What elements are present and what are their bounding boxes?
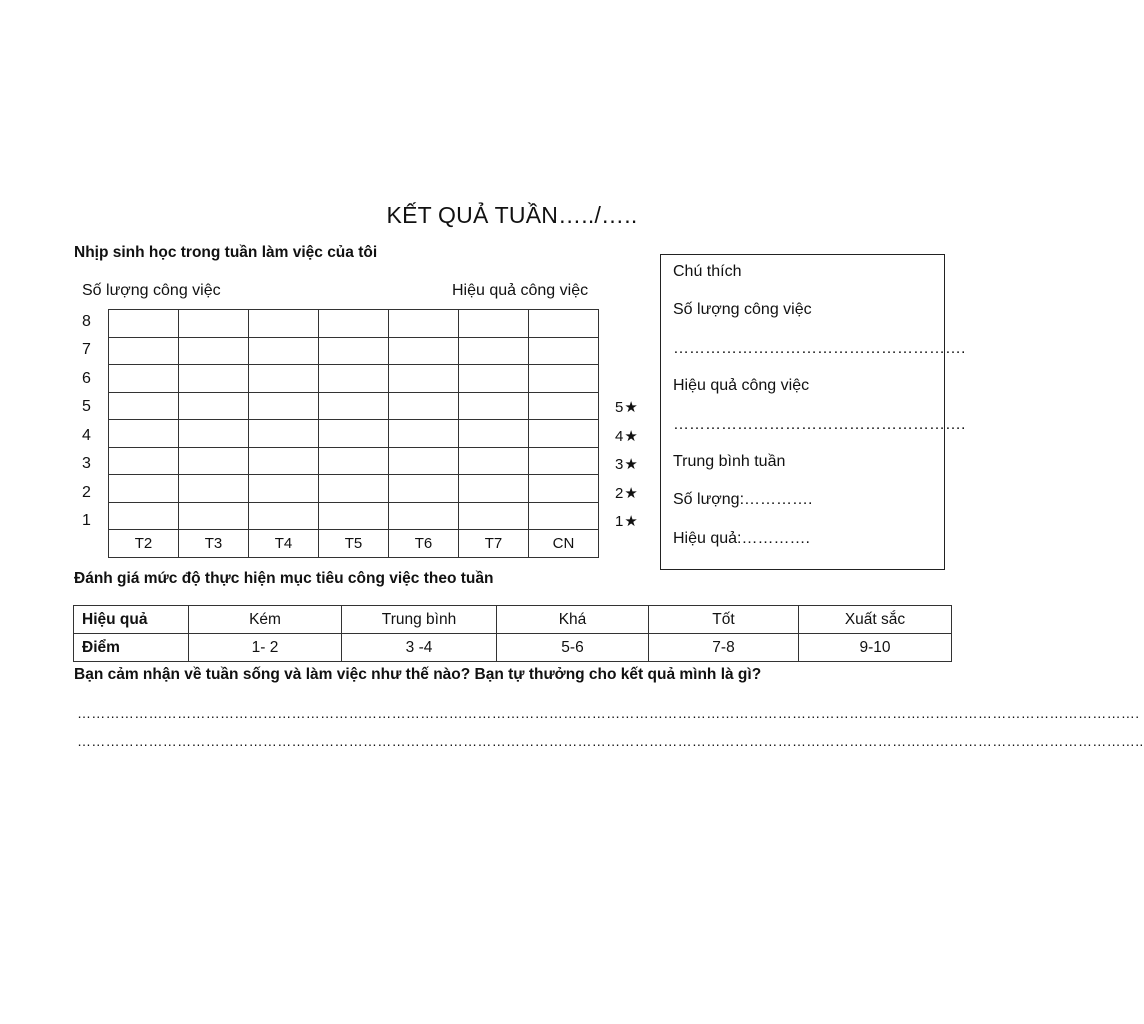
day-label: T2 [109,530,179,558]
table-row [74,634,952,662]
table-cell: Kém [189,606,342,634]
star-value: 2 [615,485,624,502]
grid-cell[interactable] [459,447,529,475]
weekly-grid [108,309,599,558]
grid-cell[interactable] [389,475,459,503]
star-value: 3 [615,456,624,473]
grid-cell[interactable] [319,337,389,365]
reflection-question: Bạn cảm nhận về tuần sống và làm việc như thế nào? Bạn tự thưởng cho kết quả mình là gì? [74,666,762,683]
grid-cell[interactable] [529,447,599,475]
grid-cell[interactable] [109,420,179,448]
grid-cell[interactable] [389,365,459,393]
grid-cell[interactable] [179,475,249,503]
grid-row [109,310,599,338]
left-scale-4: 4 [82,427,91,444]
grid-cell[interactable] [179,365,249,393]
grid-cell[interactable] [109,392,179,420]
star-value: 5 [615,399,624,416]
grid-cell[interactable] [389,420,459,448]
answer-line-2[interactable]: …………………………………………………………………………………………………………………………………………………………………………………………………….. [77,733,1144,749]
grid-cell[interactable] [459,310,529,338]
grid-cell[interactable] [109,475,179,503]
star-scale-5 [615,398,638,416]
left-scale-5: 5 [82,398,91,415]
rating-table [73,605,952,662]
grid-row [109,447,599,475]
grid-cell[interactable] [529,420,599,448]
star-scale-3 [615,455,638,473]
grid-cell[interactable] [249,310,319,338]
grid-cell[interactable] [389,337,459,365]
day-row [109,530,599,558]
legend-quantity-label: Số lượng công việc [673,301,812,318]
grid-cell[interactable] [319,475,389,503]
left-scale-3: 3 [82,455,91,472]
day-label: T5 [319,530,389,558]
table-cell: 9-10 [799,634,952,662]
grid-cell[interactable] [389,310,459,338]
grid-cell[interactable] [389,502,459,530]
left-scale-2: 2 [82,484,91,501]
grid-cell[interactable] [319,502,389,530]
grid-row [109,365,599,393]
grid-cell[interactable] [249,365,319,393]
grid-cell[interactable] [179,420,249,448]
day-label: T7 [459,530,529,558]
left-scale-7: 7 [82,341,91,358]
grid-cell[interactable] [529,337,599,365]
legend-quantity-line[interactable]: ………………………………………………. [673,340,966,357]
goal-heading: Đánh giá mức độ thực hiện mục tiêu công việc theo tuần [74,570,494,587]
grid-cell[interactable] [179,447,249,475]
grid-row [109,420,599,448]
table-row [74,606,952,634]
star-icon: ★ [624,513,638,530]
left-axis-label: Số lượng công việc [82,282,221,299]
star-icon: ★ [624,456,638,473]
grid-cell[interactable] [319,392,389,420]
row-header: Điểm [74,634,189,662]
grid-cell[interactable] [249,420,319,448]
grid-cell[interactable] [459,392,529,420]
grid-row [109,475,599,503]
star-scale-2 [615,484,638,502]
table-cell: 1- 2 [189,634,342,662]
star-value: 4 [615,428,624,445]
grid-cell[interactable] [459,420,529,448]
table-cell: Xuất sắc [799,606,952,634]
day-label: T4 [249,530,319,558]
table-cell: Khá [497,606,649,634]
star-value: 1 [615,513,624,530]
legend-effect-line[interactable]: ………………………………………………. [673,416,966,433]
legend-avg-quantity[interactable]: Số lượng:…………. [673,491,813,508]
grid-cell[interactable] [109,365,179,393]
grid-row [109,392,599,420]
table-cell: Trung bình [342,606,497,634]
right-axis-label: Hiệu quả công việc [452,282,589,299]
day-label: CN [529,530,599,558]
grid-cell[interactable] [249,392,319,420]
star-icon: ★ [624,399,638,416]
grid-cell[interactable] [179,337,249,365]
grid-cell[interactable] [319,447,389,475]
grid-cell[interactable] [389,392,459,420]
page-title: KẾT QUẢ TUẦN…../….. [386,202,638,228]
grid-row [109,337,599,365]
grid-cell[interactable] [249,337,319,365]
grid-cell[interactable] [179,502,249,530]
legend-title: Chú thích [673,263,742,280]
grid-cell[interactable] [109,447,179,475]
grid-cell[interactable] [529,310,599,338]
legend-average-label: Trung bình tuần [673,453,786,470]
grid-cell[interactable] [319,365,389,393]
grid-cell[interactable] [109,337,179,365]
table-cell: 7-8 [649,634,799,662]
day-label: T6 [389,530,459,558]
grid-row [109,502,599,530]
grid-cell[interactable] [529,392,599,420]
left-scale-8: 8 [82,313,91,330]
row-header: Hiệu quả [74,606,189,634]
grid-cell[interactable] [529,365,599,393]
grid-cell[interactable] [249,502,319,530]
day-label: T3 [179,530,249,558]
star-icon: ★ [624,485,638,502]
grid-cell[interactable] [179,310,249,338]
grid-cell[interactable] [529,475,599,503]
grid-cell[interactable] [319,420,389,448]
legend-effect-label: Hiệu quả công việc [673,377,810,394]
left-scale-6: 6 [82,370,91,387]
table-cell: Tốt [649,606,799,634]
grid-cell[interactable] [529,502,599,530]
table-cell: 5-6 [497,634,649,662]
grid-cell[interactable] [459,337,529,365]
grid-cell[interactable] [249,475,319,503]
star-icon: ★ [624,428,638,445]
grid-cell[interactable] [459,502,529,530]
grid-cell[interactable] [109,310,179,338]
grid-cell[interactable] [249,447,319,475]
grid-heading: Nhịp sinh học trong tuần làm việc của tôi [74,244,378,261]
star-scale-4 [615,427,638,445]
grid-cell[interactable] [109,502,179,530]
grid-cell[interactable] [319,310,389,338]
answer-line-1[interactable]: ……………………………………………………………………………………………………………………………………………………………………………………………………. [77,705,1140,721]
table-cell: 3 -4 [342,634,497,662]
legend-avg-effect[interactable]: Hiệu quả:…………. [673,530,810,547]
grid-cell[interactable] [459,365,529,393]
grid-cell[interactable] [389,447,459,475]
left-scale-1: 1 [82,512,91,529]
grid-cell[interactable] [179,392,249,420]
star-scale-1 [615,512,638,530]
grid-cell[interactable] [459,475,529,503]
